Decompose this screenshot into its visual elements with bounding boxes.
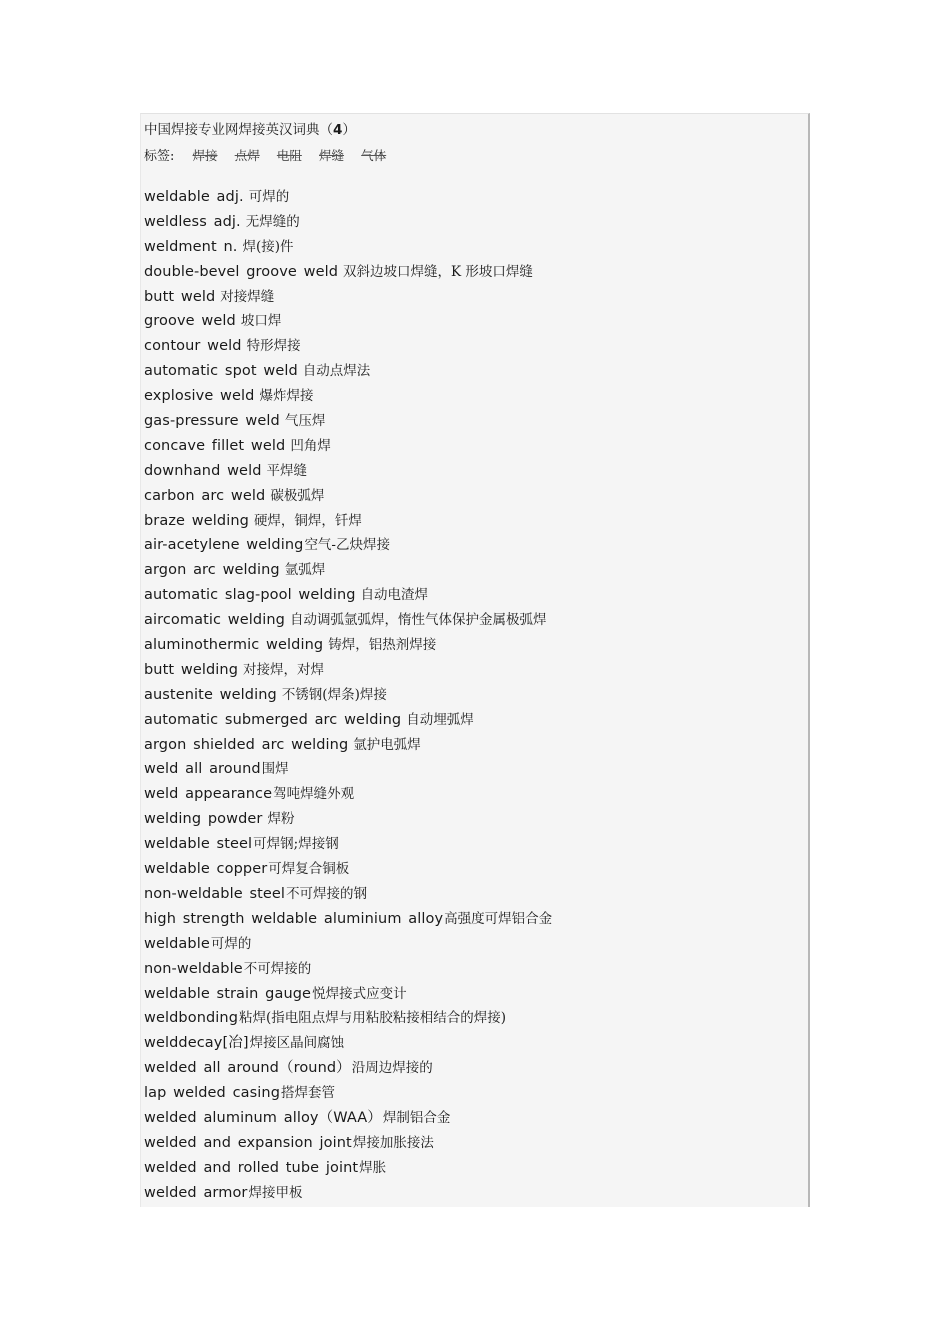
entry-term: aluminothermic welding xyxy=(144,637,324,654)
entry-definition: 不可焊接的钢 xyxy=(286,885,368,902)
entry-term: braze welding xyxy=(144,512,249,529)
entry-term: high strength weldable aluminium alloy xyxy=(144,910,444,927)
entry-term: weldable copper xyxy=(144,861,268,878)
entry-definition: 悦焊接式应变计 xyxy=(312,985,407,1002)
entry-definition: 可焊钢;焊接钢 xyxy=(253,836,339,853)
entry-term: welded and rolled tube joint xyxy=(144,1159,359,1176)
dictionary-entry xyxy=(144,633,800,658)
entry-term: weld appearance xyxy=(144,786,273,803)
entry-term: aircomatic welding xyxy=(144,612,285,629)
entry-term: weldless adj. xyxy=(144,213,241,230)
dictionary-entry xyxy=(144,1031,800,1056)
entry-term: welded and expansion joint xyxy=(144,1134,352,1151)
tag-link[interactable]: 气体 xyxy=(361,148,387,163)
dictionary-entry xyxy=(144,683,800,708)
entry-definition: 自动点焊法 xyxy=(302,363,371,380)
entry-term: weldable xyxy=(144,935,210,952)
tag-link[interactable]: 焊缝 xyxy=(319,148,345,163)
entry-term: austenite welding xyxy=(144,686,277,703)
title-prefix: 中国焊接专业网焊接英汉词典（ xyxy=(144,122,333,138)
dictionary-entry xyxy=(144,658,800,683)
dictionary-entry xyxy=(144,907,800,932)
entry-term: explosive weld xyxy=(144,388,255,405)
entry-term: weldable adj. xyxy=(144,189,244,205)
entry-definition: 可焊的 xyxy=(210,935,252,952)
entry-term: air-acetylene welding xyxy=(144,537,304,554)
entry-term: welded all around（round） xyxy=(144,1060,351,1077)
tag-link[interactable]: 焊接 xyxy=(192,148,218,163)
dictionary-entry xyxy=(144,807,800,832)
entry-definition: 可焊的 xyxy=(248,189,290,205)
entry-definition: 凹角焊 xyxy=(290,437,331,454)
dictionary-entry xyxy=(144,782,800,807)
entry-definition: 焊制铝合金 xyxy=(382,1109,451,1126)
entry-term: contour weld xyxy=(144,338,242,355)
entry-definition: 搭焊套管 xyxy=(281,1085,336,1102)
tags-row xyxy=(144,146,800,166)
dictionary-entry xyxy=(144,857,800,882)
dictionary-entry xyxy=(144,932,800,957)
entry-term: welding powder xyxy=(144,811,263,828)
dictionary-entry xyxy=(144,384,800,409)
entry-term: weldable strain gauge xyxy=(144,985,312,1002)
entry-term: automatic slag-pool welding xyxy=(144,587,356,604)
entry-term: butt weld xyxy=(144,288,216,305)
entry-definition: 自动埋弧焊 xyxy=(406,711,474,728)
entry-term: weld all around xyxy=(144,761,261,778)
entry-definition: 驾吨焊缝外观 xyxy=(273,786,355,803)
entry-definition: 对接焊，对焊 xyxy=(243,661,325,678)
entry-definition: 硬焊，铜焊，钎焊 xyxy=(253,512,362,529)
entry-definition: 不锈钢(焊条)焊接 xyxy=(281,686,387,703)
entry-definition: 自动电渣焊 xyxy=(360,587,429,604)
dictionary-entry xyxy=(144,434,800,459)
entry-definition: 高强度可焊铝合金 xyxy=(444,910,553,927)
title-suffix: ） xyxy=(342,122,356,138)
dictionary-entry xyxy=(144,733,800,758)
dictionary-entry xyxy=(144,608,800,633)
entry-definition: 碳极弧焊 xyxy=(270,487,325,504)
entry-definition: 铸焊，铝热剂焊接 xyxy=(328,637,437,654)
dictionary-panel xyxy=(140,113,810,1207)
panel-content xyxy=(144,120,800,1206)
entry-term: butt welding xyxy=(144,661,239,678)
entry-definition: 焊粉 xyxy=(267,811,295,828)
dictionary-entry xyxy=(144,334,800,359)
dictionary-entry xyxy=(144,1081,800,1106)
dictionary-entry xyxy=(144,1131,800,1156)
entry-definition: 焊胀 xyxy=(359,1159,387,1176)
entry-term: weldment n. xyxy=(144,238,238,255)
entry-term: double-bevel groove weld xyxy=(144,263,339,280)
entry-term: non-weldable xyxy=(144,960,243,977)
entry-definition: 坡口焊 xyxy=(240,313,282,330)
entry-term: downhand weld xyxy=(144,462,262,479)
dictionary-entry xyxy=(144,459,800,484)
dictionary-entry xyxy=(144,583,800,608)
entry-term: welded armor xyxy=(144,1184,248,1201)
entry-definition: 焊接区晶间腐蚀 xyxy=(249,1035,345,1052)
entry-list xyxy=(144,185,800,1206)
dictionary-entry xyxy=(144,285,800,310)
dictionary-entry xyxy=(144,1006,800,1031)
entry-term: gas-pressure weld xyxy=(144,413,280,430)
dictionary-entry xyxy=(144,484,800,509)
dictionary-entry xyxy=(144,409,800,434)
dictionary-entry xyxy=(144,1056,800,1081)
dictionary-entry xyxy=(144,185,800,210)
entry-definition: 双斜边坡口焊缝，K 形坡口焊缝 xyxy=(343,263,533,280)
dictionary-entry xyxy=(144,708,800,733)
entry-term: weldable steel xyxy=(144,836,253,853)
entry-definition: 空气-乙炔焊接 xyxy=(304,537,390,554)
dictionary-entry xyxy=(144,1106,800,1131)
entry-definition: 气压焊 xyxy=(284,413,326,430)
dictionary-entry xyxy=(144,957,800,982)
page-title xyxy=(144,120,800,140)
dictionary-entry xyxy=(144,982,800,1007)
entry-term: weldbonding xyxy=(144,1010,239,1027)
entry-term: groove weld xyxy=(144,313,236,330)
entry-definition: 焊(接)件 xyxy=(242,238,294,255)
entry-term: automatic spot weld xyxy=(144,363,298,380)
entry-term: welddecay[冶] xyxy=(144,1035,249,1052)
entry-term: concave fillet weld xyxy=(144,437,286,454)
dictionary-entry xyxy=(144,757,800,782)
dictionary-entry xyxy=(144,558,800,583)
entry-definition: 对接焊缝 xyxy=(220,288,275,305)
dictionary-entry xyxy=(144,260,800,285)
entry-definition: 不可焊接的 xyxy=(243,960,312,977)
entry-definition: 可焊复合铜板 xyxy=(268,861,350,878)
title-number: 4 xyxy=(333,122,343,138)
dictionary-entry xyxy=(144,359,800,384)
entry-definition: 焊接甲板 xyxy=(248,1184,303,1201)
entry-definition: 焊接加胀接法 xyxy=(352,1134,434,1151)
entry-definition: 氩护电弧焊 xyxy=(353,736,421,753)
entry-definition: 无焊缝的 xyxy=(245,213,300,230)
entry-term: argon shielded arc welding xyxy=(144,736,349,753)
dictionary-entry xyxy=(144,882,800,907)
entry-definition: 特形焊接 xyxy=(246,338,301,355)
dictionary-entry xyxy=(144,832,800,857)
dictionary-entry xyxy=(144,309,800,334)
tag-link[interactable]: 电阻 xyxy=(276,148,302,163)
entry-term: lap welded casing xyxy=(144,1085,281,1102)
entry-term: non-weldable steel xyxy=(144,885,286,902)
dictionary-entry xyxy=(144,533,800,558)
entry-term: automatic submerged arc welding xyxy=(144,711,402,728)
dictionary-entry xyxy=(144,1156,800,1181)
entry-definition: 氩弧焊 xyxy=(284,562,326,579)
entry-definition: 粘焊(指电阻点焊与用粘胶粘接相结合的焊接) xyxy=(239,1010,507,1027)
entry-term: argon arc welding xyxy=(144,562,280,579)
entry-definition: 平焊缝 xyxy=(266,462,308,479)
entry-definition: 围焊 xyxy=(261,761,289,778)
tags-label: 标签: xyxy=(144,149,175,164)
dictionary-entry xyxy=(144,210,800,235)
entry-definition: 爆炸焊接 xyxy=(259,388,314,405)
entry-term: welded aluminum alloy（WAA） xyxy=(144,1109,382,1126)
entry-definition: 沿周边焊接的 xyxy=(351,1060,433,1077)
dictionary-entry xyxy=(144,235,800,260)
dictionary-entry xyxy=(144,509,800,534)
dictionary-entry xyxy=(144,1181,800,1206)
tag-link[interactable]: 点焊 xyxy=(234,148,260,163)
entry-definition: 自动调弧氩弧焊，惰性气体保护金属极弧焊 xyxy=(289,612,547,629)
entry-term: carbon arc weld xyxy=(144,487,266,504)
